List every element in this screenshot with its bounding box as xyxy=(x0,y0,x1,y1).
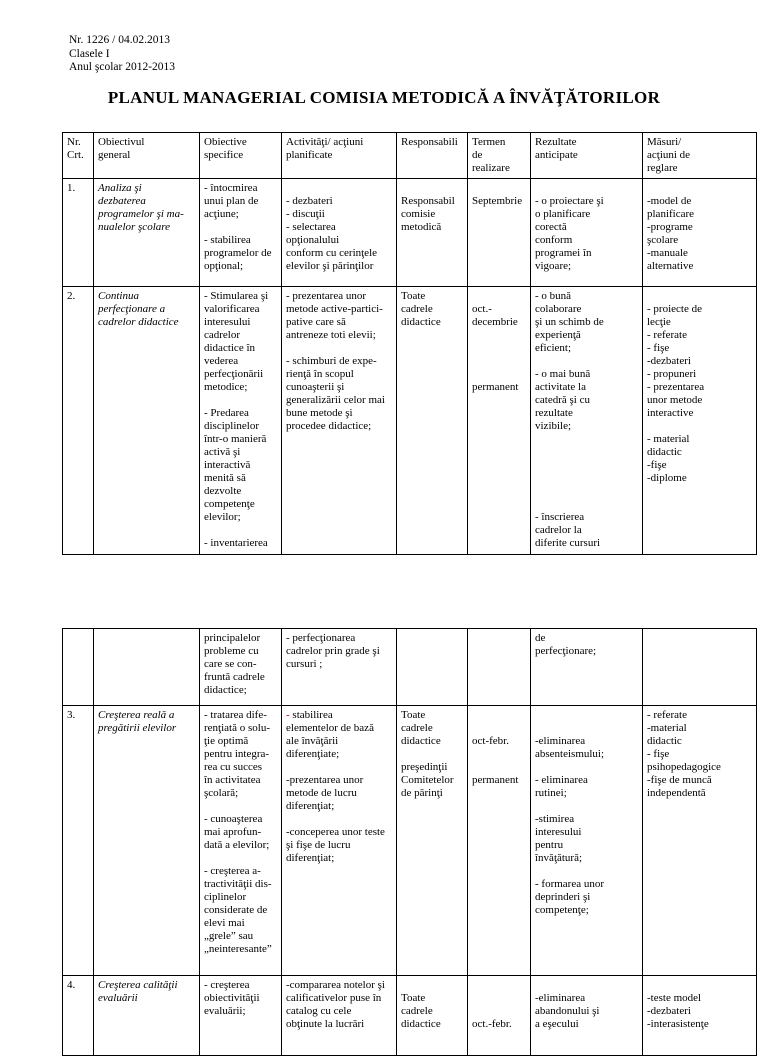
cell-obj-specific: - tratarea dife- renţiată o solu- ţie optimă pentru integra- rea cu succes în activitatea şcolară; - cunoaşterea mai aprofun- dată a elevilor; - creşterea a- tractivităţii dis- ciplinelor considerate de elevi mai „grele” sau „neinteresante” xyxy=(200,706,282,976)
cell-obj-general: Continua perfecţionare a cadrelor didactice xyxy=(94,287,200,555)
cell-obj-general xyxy=(94,629,200,706)
cell-obj-specific: - întocmirea unui plan de acţiune; - stabilirea programelor de opţional; xyxy=(200,179,282,287)
col-header-results: Rezultate anticipate xyxy=(531,133,643,179)
managerial-plan-table-page-2 xyxy=(62,628,757,1056)
cell-measures: - proiecte de lecţie - referate - fişe -dezbateri - propuneri - prezentarea unor metode interactive - material didactic -fişe -diplome xyxy=(643,287,757,555)
col-header-deadline: Termen de realizare xyxy=(468,133,531,179)
table-row xyxy=(63,287,757,555)
document-title: PLANUL MANAGERIAL COMISIA METODICĂ A ÎNVĂŢĂTORILOR xyxy=(107,88,661,107)
school-year: Anul şcolar 2012-2013 xyxy=(69,61,176,73)
cell-responsible xyxy=(397,629,468,706)
cell-obj-general: Creşterea calităţii evaluării xyxy=(94,976,200,1056)
col-header-activities: Activităţi/ acţiuni planificate xyxy=(282,133,397,179)
document-classes: Clasele I xyxy=(69,47,110,60)
cell-nr xyxy=(63,629,94,706)
cell-results: - o proiectare şi o planificare corectă conform programei în vigoare; xyxy=(531,179,643,287)
cell-results: - o bună colaborare şi un schimb de experienţă eficient; - o mai bună activitate la catedră şi cu rezultate vizibile; - înscrierea cadrelor la diferite cursuri xyxy=(531,287,643,555)
cell-obj-specific: - Stimularea şi valorificarea interesului cadrelor didactice în vederea perfecţionării metodice; - Predarea disciplinelor într-o manieră activă şi interactivă menită să dezvolte competenţe elevilor; - inventarierea xyxy=(200,287,282,555)
cell-results: -eliminarea absenteismului; - eliminarea rutinei; -stimirea interesului pentru învăţătură; - formarea unor deprinderi şi competenţe; xyxy=(531,706,643,976)
col-header-responsible: Responsabili xyxy=(397,133,468,179)
cell-activities: - dezbateri - discuţii - selectarea opţionalului conform cu cerinţele elevilor şi părinţilor xyxy=(282,179,397,287)
cell-activities: - perfecţionarea cadrelor prin grade şi cursuri ; xyxy=(282,629,397,706)
cell-deadline xyxy=(468,629,531,706)
cell-obj-specific: - creşterea obiectivităţii evaluării; xyxy=(200,976,282,1056)
cell-measures xyxy=(643,629,757,706)
table-row xyxy=(63,179,757,287)
cell-deadline: oct.- decembrie permanent xyxy=(468,287,531,555)
cell-measures: - referate -material didactic - fişe psihopedagogice -fişe de muncă independentă xyxy=(643,706,757,976)
table-row xyxy=(63,629,757,706)
col-header-measures: Măsuri/ acţiuni de reglare xyxy=(643,133,757,179)
document-number: Nr. 1226 / 04.02.2013 xyxy=(69,34,170,46)
cell-nr: 1. xyxy=(63,179,94,287)
cell-responsible: Responsabil comisie metodică xyxy=(397,179,468,287)
red-dash-marker: - xyxy=(286,709,290,721)
table-row xyxy=(63,706,757,976)
cell-measures: -teste model -dezbateri -interasistenţe xyxy=(643,976,757,1056)
cell-results: de perfecţionare; xyxy=(531,629,643,706)
cell-deadline: oct-febr. permanent xyxy=(468,706,531,976)
cell-obj-specific: principalelor probleme cu care se con- fruntă cadrele didactice; xyxy=(200,629,282,706)
cell-activities: - stabilirea elementelor de bază ale învăţării diferenţiate; -prezentarea unor metode de lucru diferenţiat; -conceperea unor teste şi fişe de lucru diferenţiat; xyxy=(282,706,397,976)
col-header-obj-general: Obiectivul general xyxy=(94,133,200,179)
table-row xyxy=(63,976,757,1056)
cell-activities: -compararea notelor şi calificativelor puse în catalog cu cele obţinute la lucrări xyxy=(282,976,397,1056)
cell-results: -eliminarea abandonului şi a eşecului xyxy=(531,976,643,1056)
cell-nr: 4. xyxy=(63,976,94,1056)
cell-responsible: Toate cadrele didactice xyxy=(397,287,468,555)
cell-nr: 3. xyxy=(63,706,94,976)
cell-nr: 2. xyxy=(63,287,94,555)
cell-obj-general: Creşterea reală a pregătirii elevilor xyxy=(94,706,200,976)
col-header-obj-specific: Obiective specifice xyxy=(200,133,282,179)
table-header-row xyxy=(63,133,757,179)
cell-responsible: Toate cadrele didactice xyxy=(397,976,468,1056)
managerial-plan-table-page-1 xyxy=(62,132,757,555)
cell-responsible: Toate cadrele didactice preşedinţii Comitetelor de părinţi xyxy=(397,706,468,976)
cell-deadline: Septembrie xyxy=(468,179,531,287)
cell-activities: - prezentarea unor metode active-partici- pative care să antreneze toti elevii; - schimburi de expe- rienţă în scopul cunoaşterii şi generalizării celor mai bune metode şi procedee didactice; xyxy=(282,287,397,555)
cell-obj-general: Analiza şi dezbaterea programelor şi ma- nualelor şcolare xyxy=(94,179,200,287)
document-header xyxy=(69,34,175,75)
cell-measures: -model de planificare -programe şcolare -manuale alternative xyxy=(643,179,757,287)
cell-deadline: oct.-febr. xyxy=(468,976,531,1056)
col-header-nr: Nr. Crt. xyxy=(63,133,94,179)
